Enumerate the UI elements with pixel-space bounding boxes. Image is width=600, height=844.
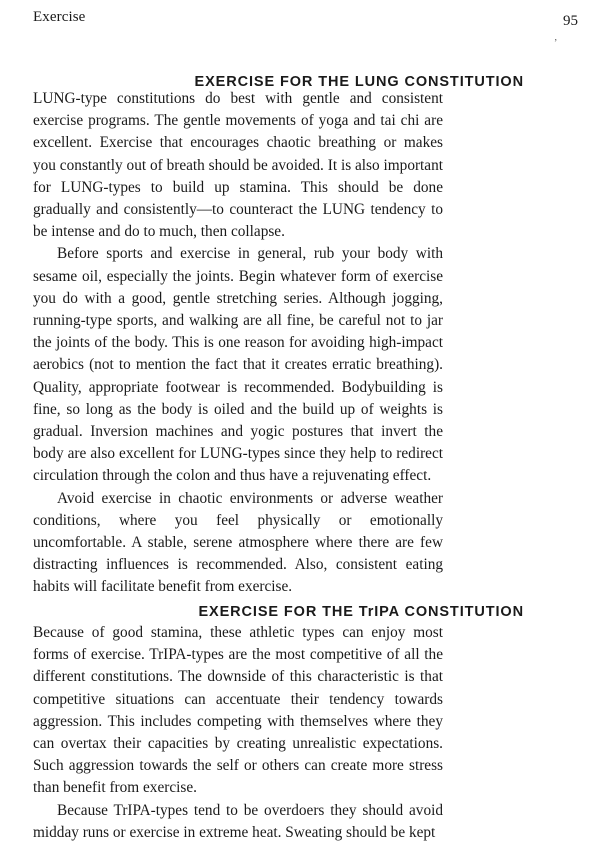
section-heading-lung: EXERCISE FOR THE LUNG CONSTITUTION [194,74,524,91]
body-paragraph: Before sports and exercise in general, rub your body with sesame oil, especially the joints. Begin whatever form of exercise you do with a good, gentle stretching series. Although jogging, running-type sports, and walking are all fine, be careful not to jar the joints of the body. This is one reason for avoiding high-impact aerobics (not to mention the fact that it creates erratic breathing). Quality, appropriate footwear is recommended. Bodybuilding is fine, so long as the body is oiled and the build up of weights is gradual. Inversion machines and yogic postures that invert the body are also excellent for LUNG-types since they help to redirect circulation through the colon and thus have a rejuvenating effect. [33,245,443,485]
page-number: 95 [563,13,578,29]
body-paragraph: LUNG-type constitutions do best with gentle and consistent exercise programs. The gentle movements of yoga and tai chi are excellent. Exercise that encourages chaotic breathing or makes you constantly out of breath should be avoided. It is also important for LUNG-types to build up stamina. This should be done gradually and consistently—to counteract the LUNG tendency to be intense and do to much, then collapse. [33,90,443,241]
body-paragraph: Because TrIPA-types tend to be overdoers they should avoid midday runs or exercise in extreme heat. Sweating should be kept [33,801,443,841]
body-paragraph: Because of good stamina, these athletic types can enjoy most forms of exercise. TrIPA-types are the most competitive of all the different constitutions. The downside of this characteristic is that competitive situations can accentuate their tendency towards aggression. This includes competing with themselves where they can overtax their capacities by creating unrealistic expectations. Such aggression towards the self or others can create more stress than benefit from exercise. [33,624,443,797]
section-tripa [33,622,443,844]
stray-mark: ’ [554,38,558,49]
section-lung [33,88,443,599]
running-head: Exercise [33,9,86,25]
body-paragraph: Avoid exercise in chaotic environments or adverse weather conditions, where you feel physically or emotionally uncomfortable. A stable, serene atmosphere where there are few distracting influences is recommended. Also, consistent eating habits will facilitate benefit from exercise. [33,489,443,596]
section-heading-tripa: EXERCISE FOR THE TrIPA CONSTITUTION [198,604,524,621]
